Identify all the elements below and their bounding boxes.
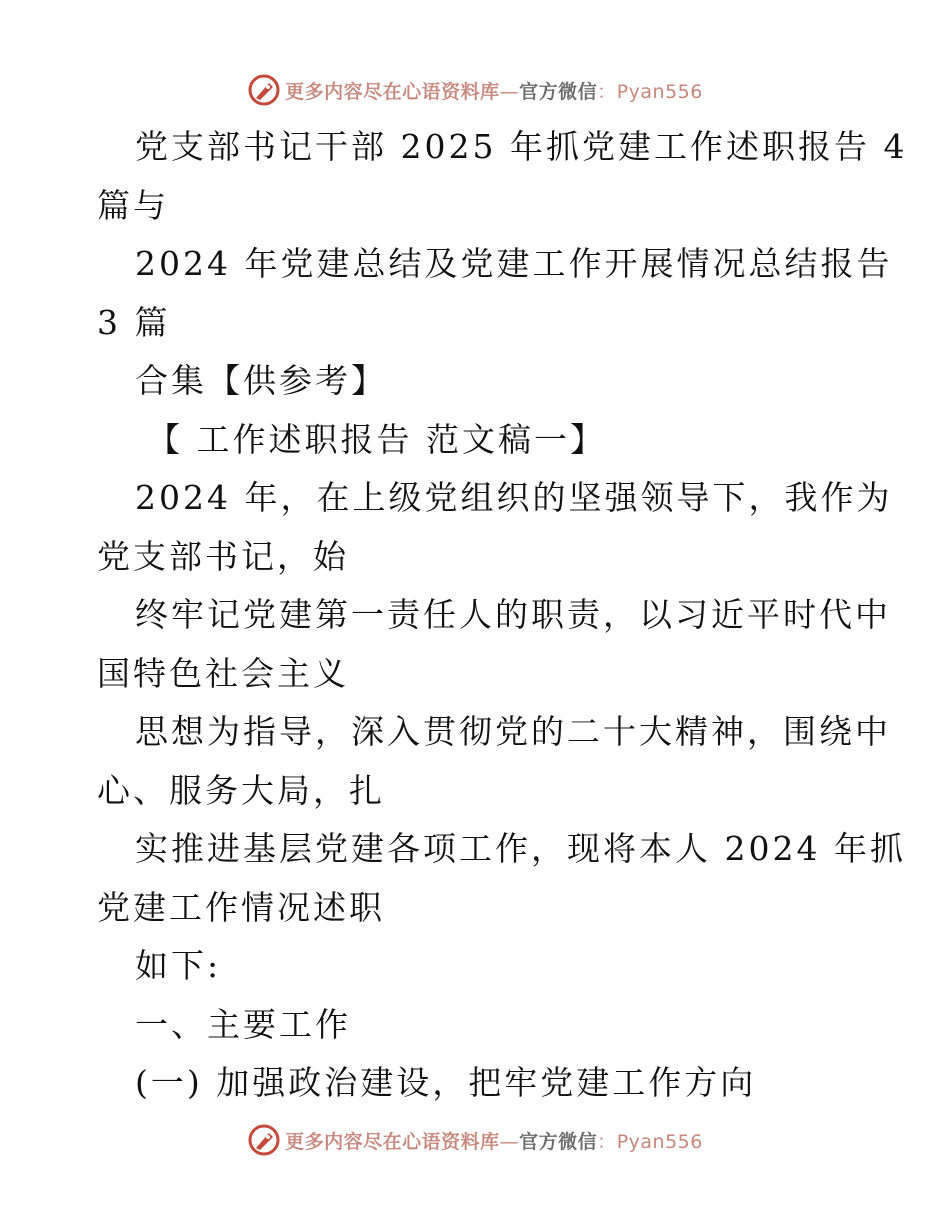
paragraph-line: 思想为指导，深入贯彻党的二十大精神，围绕中 bbox=[135, 712, 891, 751]
title-line-3: 2024 年党建总结及党建工作开展情况总结报告 bbox=[135, 244, 893, 283]
paragraph-line: 实推进基层党建各项工作，现将本人 2024 年抓 bbox=[135, 829, 906, 868]
paragraph-line: 心、服务大局，扎 bbox=[97, 770, 385, 810]
watermark-text: 更多内容尽在心语资料库—官方微信：Pyan556 bbox=[285, 1130, 703, 1153]
pen-nib-logo-icon bbox=[247, 73, 281, 107]
section-heading: 【 工作述职报告 范文稿一】 bbox=[147, 419, 606, 459]
title-line-5: 合集【供参考】 bbox=[135, 361, 387, 400]
subheading-line: 一、主要工作 bbox=[135, 1004, 351, 1044]
watermark-text: 更多内容尽在心语资料库—官方微信：Pyan556 bbox=[285, 80, 703, 103]
subheading-line: (一) 加强政治建设，把牢党建工作方向 bbox=[135, 1063, 757, 1102]
title-line-2: 篇与 bbox=[97, 185, 169, 225]
paragraph-line: 2024 年，在上级党组织的坚强领导下，我作为 bbox=[135, 478, 893, 517]
paragraph-line: 终牢记党建第一责任人的职责，以习近平时代中 bbox=[135, 595, 891, 634]
title-line-4: 3 篇 bbox=[97, 302, 171, 342]
pen-nib-logo-icon bbox=[247, 1123, 281, 1157]
paragraph-line: 党建工作情况述职 bbox=[97, 887, 385, 927]
paragraph-line: 国特色社会主义 bbox=[97, 653, 349, 693]
footer-watermark bbox=[0, 1120, 950, 1160]
header-watermark bbox=[0, 70, 950, 110]
paragraph-line: 如下: bbox=[135, 946, 222, 985]
paragraph-line: 党支部书记，始 bbox=[97, 536, 349, 576]
title-line-1: 党支部书记干部 2025 年抓党建工作述职报告 4 bbox=[135, 127, 908, 166]
document-body bbox=[97, 118, 908, 1113]
